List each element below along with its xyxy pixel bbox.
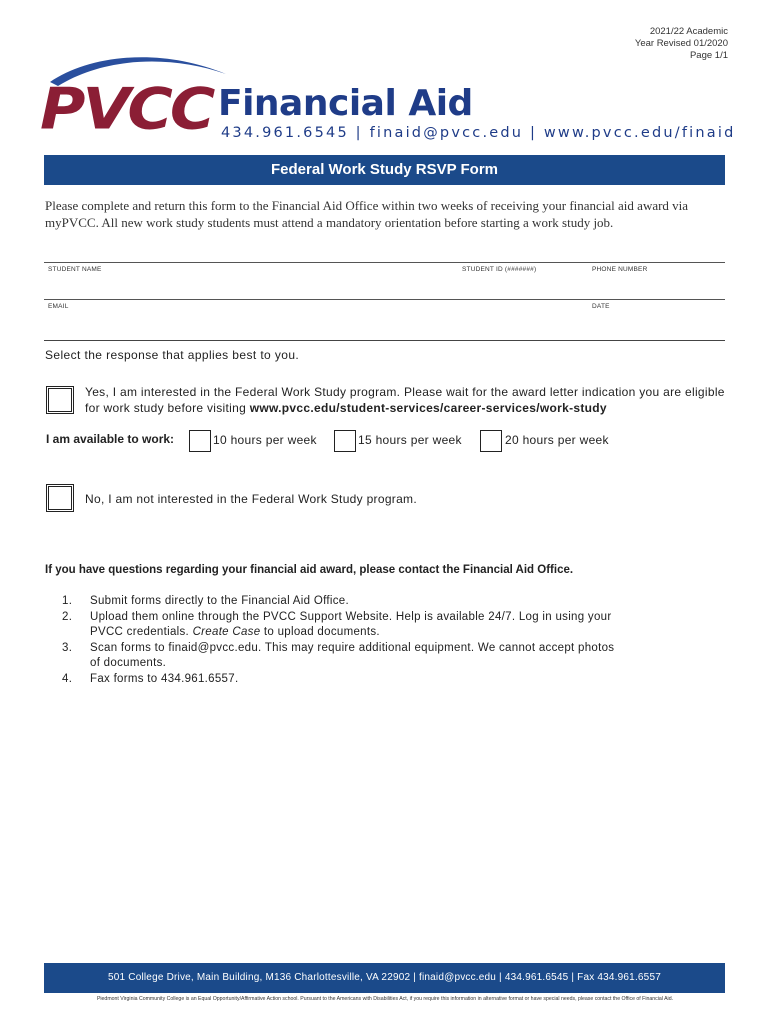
step-text-part: to upload documents.	[260, 626, 380, 638]
meta-academic-year: 2021/22 Academic	[649, 26, 728, 37]
student-id-field[interactable]	[460, 262, 585, 292]
meta-revised: Year Revised 01/2020	[634, 38, 728, 49]
section-divider	[44, 340, 725, 341]
list-item	[62, 594, 622, 610]
student-name-label: STUDENT NAME	[48, 266, 102, 273]
logo-pvcc-wordmark: PVCC	[40, 74, 213, 143]
submission-steps	[62, 594, 622, 687]
footer-note: Piedmont Virginia Community College is an Equal Opportunity/Affirmative Action school. Pursuant to the Americans with Disabilities Act, if you require this information in alternative format or have special needs, please contact the Office of Financial Aid.	[96, 996, 674, 1002]
phone-number-label: PHONE NUMBER	[592, 266, 648, 273]
step-number: 3.	[62, 641, 73, 654]
step-number: 4.	[62, 672, 73, 685]
step-text: Submit forms directly to the Financial Aid Office.	[90, 595, 349, 607]
logo-contact-line: 434.961.6545 | finaid@pvcc.edu | www.pvcc.edu/finaid	[221, 125, 736, 141]
footer-address: 501 College Drive, Main Building, M136 Charlottesville, VA 22902 | finaid@pvcc.edu | 434.961.6545 | Fax 434.961.6557	[44, 963, 725, 993]
option-yes-text	[85, 384, 725, 416]
step-number: 2.	[62, 610, 73, 623]
hours-10-label: 10 hours per week	[213, 433, 317, 447]
list-item	[62, 610, 622, 641]
hours-10-checkbox[interactable]	[189, 430, 211, 452]
contact-heading: If you have questions regarding your financial aid award, please contact the Financial Aid Office.	[45, 564, 574, 576]
step-text-part: Upload them online through the PVCC Support Website. Help is available 24/7. Log in using your PVCC credentials.	[90, 610, 612, 638]
phone-number-field[interactable]	[590, 262, 725, 292]
list-item	[62, 672, 622, 688]
yes-checkbox[interactable]	[46, 386, 74, 414]
hours-15-checkbox[interactable]	[334, 430, 356, 452]
option-no-label: No, I am not interested in the Federal Work Study program.	[85, 492, 417, 506]
step-text	[90, 610, 622, 641]
list-item	[62, 641, 622, 672]
response-prompt: Select the response that applies best to you.	[45, 348, 300, 362]
email-label: EMAIL	[48, 303, 69, 310]
no-checkbox[interactable]	[46, 484, 74, 512]
step-text: Fax forms to 434.961.6557.	[90, 672, 239, 685]
availability-label: I am available to work:	[46, 432, 175, 446]
logo-title: Financial Aid	[218, 83, 473, 124]
work-study-link[interactable]: www.pvcc.edu/student-services/career-services/work-study	[249, 401, 607, 415]
email-field[interactable]	[44, 299, 584, 329]
step-text: Scan forms to finaid@pvcc.edu. This may require additional equipment. We cannot accept photos of documents.	[90, 641, 615, 669]
step-number: 1.	[62, 595, 73, 607]
student-name-field[interactable]	[44, 262, 454, 292]
option-yes-label: Yes, I am interested in the Federal Work Study program. Please wait for the award letter indication you are eligible for work study before visiting	[85, 385, 725, 415]
student-id-label: STUDENT ID (#######)	[462, 266, 537, 273]
hours-20-label: 20 hours per week	[505, 433, 609, 447]
create-case-emphasis: Create Case	[192, 626, 261, 638]
form-intro: Please complete and return this form to the Financial Aid Office within two weeks of receiving your financial aid award via myPVCC. All new work study students must attend a mandatory orientation before starting a work study job.	[45, 198, 689, 230]
hours-15-label: 15 hours per week	[358, 433, 462, 447]
pvcc-logo	[40, 48, 736, 148]
date-label: DATE	[592, 303, 610, 310]
meta-page: Page 1/1	[689, 50, 728, 61]
form-title: Federal Work Study RSVP Form	[44, 155, 725, 185]
hours-20-checkbox[interactable]	[480, 430, 502, 452]
date-field[interactable]	[590, 299, 725, 329]
